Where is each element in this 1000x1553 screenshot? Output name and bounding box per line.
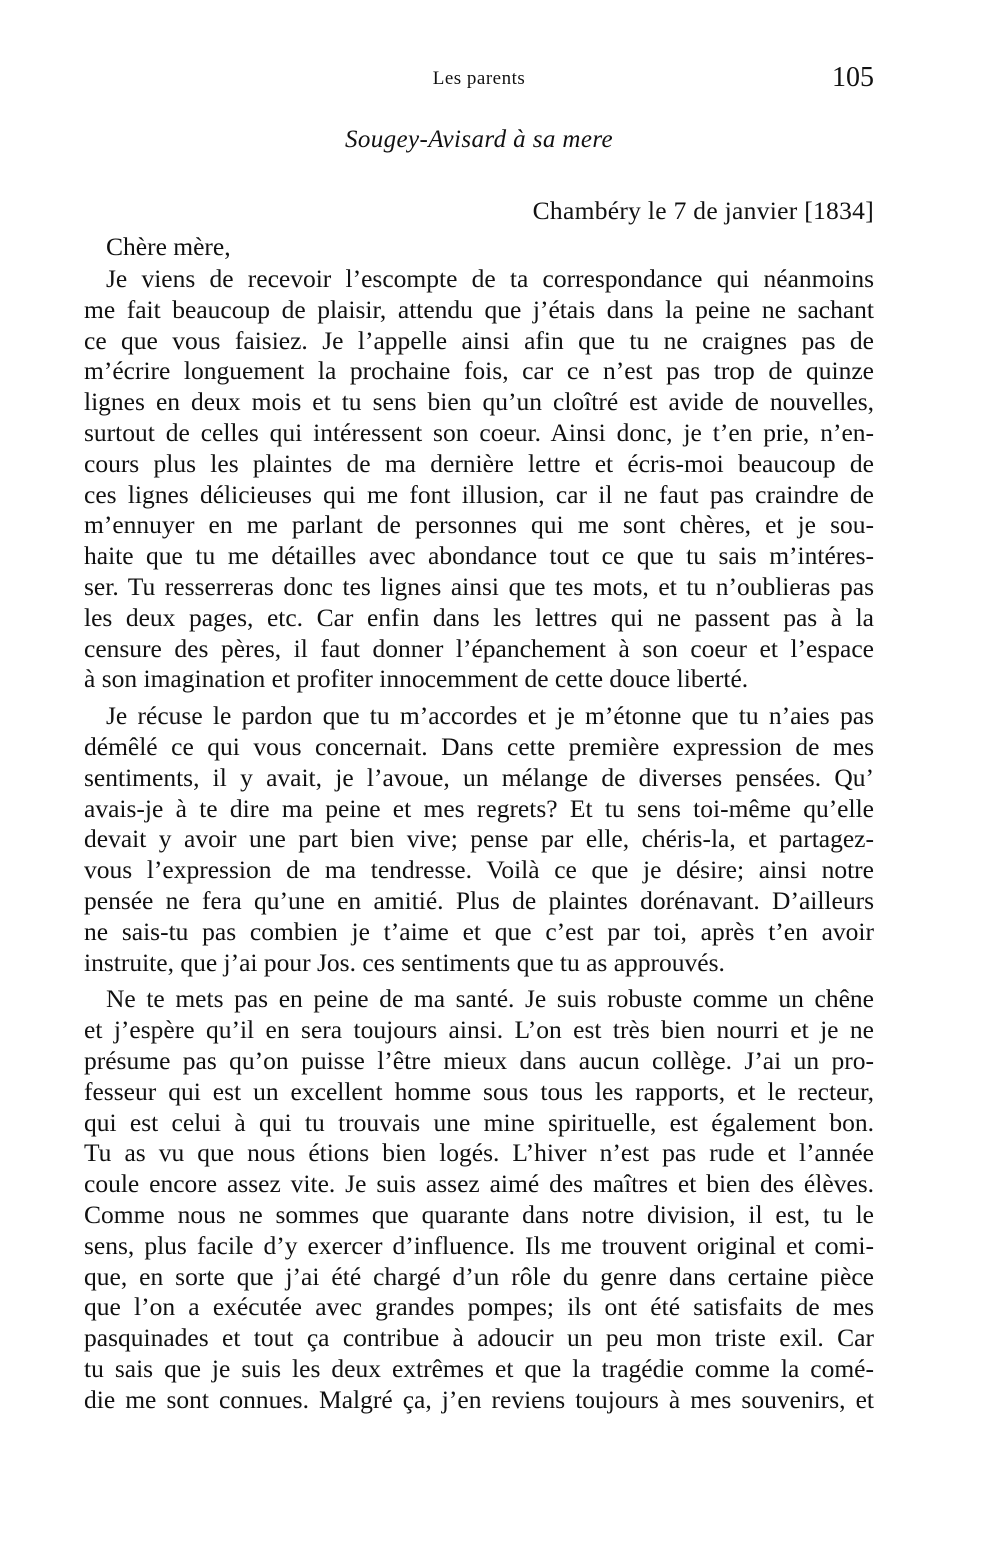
text-line: que, en sorte que j’ai été chargé d’un rôle du genre dans certaine pièce [84,1261,874,1291]
text-line: lignes en deux mois et tu sens bien qu’un cloîtré est avide de nouvelles, [84,387,874,417]
text-line: Comme nous ne sommes que quarante dans notre division, il est, tu le [84,1199,874,1229]
text-line: à son imagination et profiter innocemment de cette douce liberté. [84,664,749,694]
letter-dateline: Chambéry le 7 de janvier [1834] [532,196,874,225]
text-line: devait y avoir une part bien vive; pense par elle, chéris-la, et partagez- [84,824,874,854]
text-line: coule encore assez vite. Je suis assez aimé des maîtres et bien des élèves. [84,1169,874,1199]
text-line: les deux pages, etc. Car enfin dans les lettres qui ne passent pas à la [84,602,874,632]
letter-heading: Sougey-Avisard à sa mere [344,126,614,153]
letter-paragraph [84,984,874,1415]
text-line: tu sais que je suis les deux extrêmes et que la tragédie comme la comé- [84,1353,874,1383]
letter-body [84,264,874,1415]
book-page [84,60,874,1415]
text-line: cours plus les plaintes de ma dernière lettre et écris-moi beaucoup de [84,448,874,478]
text-line: Tu as vu que nous étions bien logés. L’hiver n’est pas rude et l’année [84,1138,874,1168]
page-number: 105 [832,62,874,93]
text-line: présume pas qu’on puisse l’être mieux dans aucun collège. J’ai un pro- [84,1045,874,1075]
text-line: pasquinades et tout ça contribue à adoucir un peu mon triste exil. Car [84,1323,874,1353]
running-head [84,60,874,104]
text-line: et j’espère qu’il en sera toujours ainsi. L’on est très bien nourri et je ne [84,1015,874,1045]
text-line: me fait beaucoup de plaisir, attendu que j’étais dans la peine ne sachant [84,294,874,324]
text-line: Ne te mets pas en peine de ma santé. Je suis robuste comme un chêne [106,984,874,1014]
letter-salutation: Chère mère, [106,232,231,261]
text-line: m’écrire longuement la prochaine fois, car ce n’est pas trop de quinze [84,356,874,386]
text-line: m’ennuyer en me parlant de personnes qui me sont chères, et je sou- [84,510,874,540]
text-line: ser. Tu resserreras donc tes lignes ainsi que tes mots, et tu n’oublieras pas [84,571,874,601]
text-line: avais-je à te dire ma peine et mes regrets? Et tu sens toi-même qu’elle [84,793,874,823]
text-line: pensée ne fera qu’une en amitié. Plus de plaintes dorénavant. D’ailleurs [84,885,874,915]
text-line: sentiments, il y avait, je l’avoue, un mélange de diverses pensées. Qu’ [84,762,874,792]
text-line: qui est celui à qui tu trouvais une mine spirituelle, est également bon. [84,1107,874,1137]
text-line: haite que tu me détailles avec abondance tout ce que tu sais m’intéres- [84,541,874,571]
text-line: censure des pères, il faut donner l’épanchement à son coeur et l’espace [84,633,874,663]
text-line: ces lignes délicieuses qui me font illusion, car il ne faut pas craindre de [84,479,874,509]
text-line: sens, plus facile d’y exercer d’influence. Ils me trouvent original et comi- [84,1230,874,1260]
letter-paragraph [84,701,874,978]
text-line: ne sais-tu pas combien je t’aime et que c’est par toi, après t’en avoir [84,916,874,946]
running-title: Les parents [432,68,526,89]
text-line: die me sont connues. Malgré ça, j’en reviens toujours à mes souvenirs, et [84,1384,874,1414]
text-line: que l’on a exécutée avec grandes pompes; ils ont été satisfaits de mes [84,1292,874,1322]
text-line: fesseur qui est un excellent homme sous tous les rapports, et le recteur, [84,1076,874,1106]
text-line: vous l’expression de ma tendresse. Voilà ce que je désire; ainsi notre [84,855,874,885]
text-line: Je viens de recevoir l’escompte de ta correspondance qui néanmoins [106,264,874,293]
text-line: démêlé ce qui vous concernait. Dans cette première expression de mes [84,731,874,761]
text-line: instruite, que j’ai pour Jos. ces sentiments que tu as approuvés. [84,947,725,977]
letter-paragraph [84,264,874,695]
text-line: ce que vous faisiez. Je l’appelle ainsi afin que tu ne craignes pas de [84,325,874,355]
text-line: surtout de celles qui intéressent son coeur. Ainsi donc, je t’en prie, n’en- [84,417,874,447]
text-line: Je récuse le pardon que tu m’accordes et je m’étonne que tu n’aies pas [106,701,874,731]
